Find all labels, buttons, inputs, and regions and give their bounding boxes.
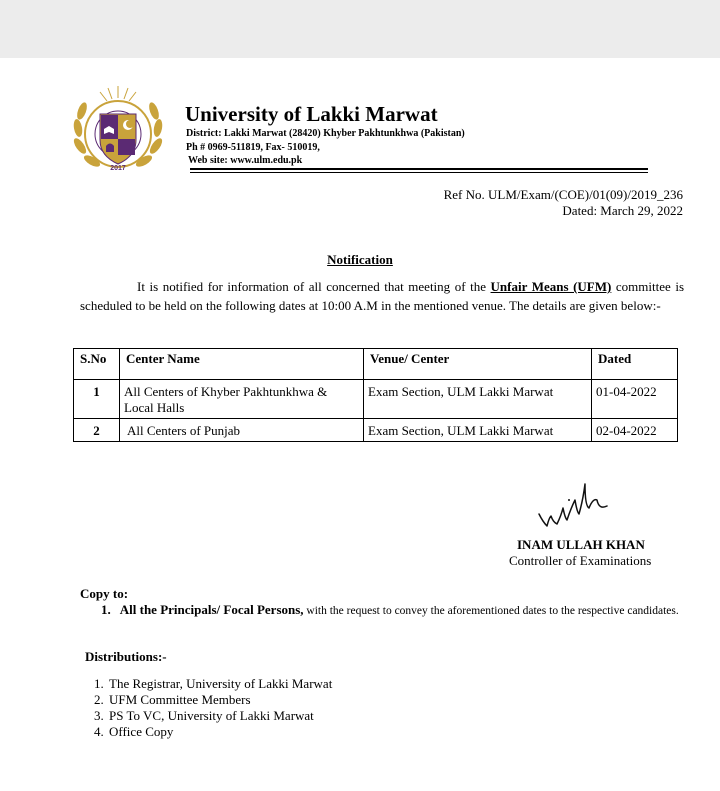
copy-item-number: 1. [101, 602, 111, 617]
address-website: Web site: www.ulm.edu.pk [188, 155, 303, 166]
row-date: 02-04-2022 [592, 419, 678, 442]
list-item: 4. Office Copy [107, 724, 332, 740]
signer-title: Controller of Examinations [509, 553, 652, 568]
row-venue: Exam Section, ULM Lakki Marwat [364, 380, 592, 419]
row-sno: 2 [74, 419, 120, 442]
list-item: 2. UFM Committee Members [107, 692, 332, 708]
list-item: 1. The Registrar, University of Lakki Marwat [107, 676, 332, 692]
address-phone: Ph # 0969-511819, Fax- 510019, [186, 142, 320, 153]
copy-item-lead: All the Principals/ Focal Persons, [119, 602, 304, 617]
distribution-list [82, 676, 332, 740]
schedule-table [73, 348, 678, 442]
top-bar [0, 0, 720, 58]
distribution-heading: Distributions:- [85, 649, 167, 664]
row-date: 01-04-2022 [592, 380, 678, 419]
row-center: All Centers of Khyber Pakhtunkhwa & Local Halls [120, 380, 364, 419]
ufm-term: Unfair Means (UFM) [490, 279, 612, 294]
letter-date: Dated: March 29, 2022 [562, 203, 683, 218]
row-center: All Centers of Punjab [120, 419, 364, 442]
row-venue: Exam Section, ULM Lakki Marwat [364, 419, 592, 442]
body-text-2: committee is scheduled to be held on the following dates at 10:00 A.M in the mentioned venue. The details are given below:- [80, 279, 684, 313]
copy-to-heading: Copy to: [80, 586, 129, 601]
signer-name: INAM ULLAH KHAN [517, 537, 645, 552]
notification-body [80, 277, 684, 315]
table-header-row [74, 349, 678, 380]
header-venue: Venue/ Center [364, 349, 592, 380]
list-item: 3. PS To VC, University of Lakki Marwat [107, 708, 332, 724]
table-row [74, 419, 678, 442]
header-rule-thin [190, 172, 648, 173]
body-text-1: It is notified for information of all concerned that meeting of the [137, 279, 486, 294]
copy-to-item [80, 602, 686, 619]
header-sno: S.No [74, 349, 120, 380]
header-rule-thick [190, 168, 648, 170]
university-name: University of Lakki Marwat [185, 102, 438, 126]
address-district: District: Lakki Marwat (28420) Khyber Pakhtunkhwa (Pakistan) [186, 128, 465, 139]
row-sno: 1 [74, 380, 120, 419]
university-logo [70, 84, 166, 182]
reference-number: Ref No. ULM/Exam/(COE)/01(09)/2019_236 [443, 187, 683, 202]
copy-item-rest: with the request to convey the aforementioned dates to the respective candidates. [306, 605, 679, 617]
header-dated: Dated [592, 349, 678, 380]
header-center-name: Center Name [120, 349, 364, 380]
table-row [74, 380, 678, 419]
handwritten-signature [535, 478, 615, 532]
svg-text:2017: 2017 [110, 165, 126, 172]
notification-title: Notification [327, 252, 393, 267]
